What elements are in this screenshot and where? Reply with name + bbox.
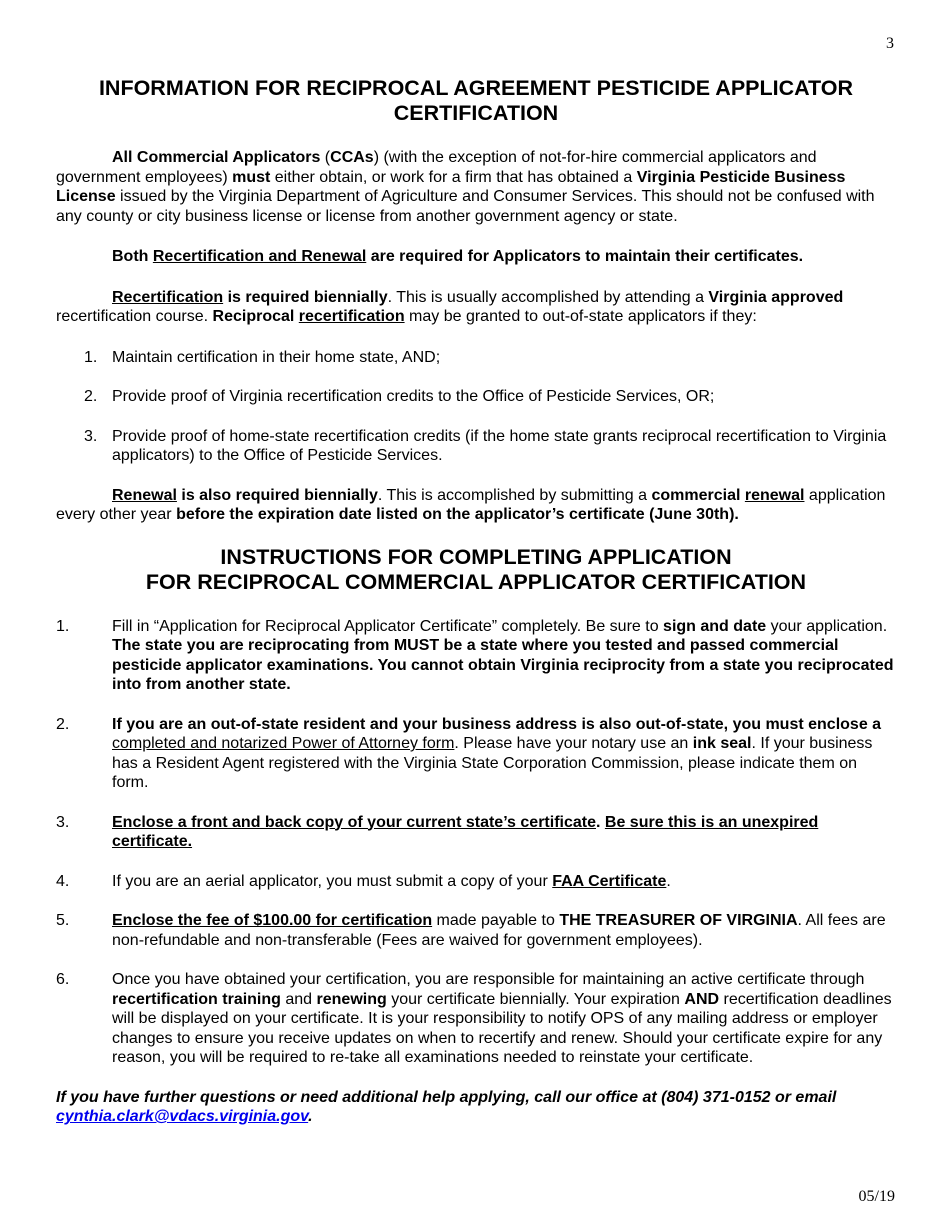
both-required-paragraph: Both Recertification and Renewal are required for Applicators to maintain their certificates. xyxy=(112,248,804,265)
instruction-item-3: 3. Enclose a front and back copy of your current state’s certificate. Be sure this is an unexpired certificate. xyxy=(56,813,819,850)
document-body xyxy=(56,76,896,1127)
instruction-item-6: 6. Once you have obtained your certification, you are responsible for maintaining an active certificate through recertification training and renewing your certificate biennially. Your expiration AND recertification deadlines will be displayed on your certificate. It is your responsibility to notify OPS of any mailing address or employer changes to ensure you receive updates on when to recertify and renew. Should your certificate expire for any reason, you will be required to re-take all examinations needed to reinstate your certificate. xyxy=(56,971,892,1066)
list-item: 2. Provide proof of Virginia recertification credits to the Office of Pesticide Services, OR; xyxy=(84,388,715,405)
page-title: INFORMATION FOR RECIPROCAL AGREEMENT PESTICIDE APPLICATOR CERTIFICATION xyxy=(98,76,854,125)
instruction-item-5: 5. Enclose the fee of $100.00 for certification made payable to THE TREASURER OF VIRGINIA. All fees are non-refundable and non-transferable (Fees are waived for government employees). xyxy=(56,912,886,949)
instruction-item-2: 2. If you are an out-of-state resident and your business address is also out-of-state, you must enclose a completed and notarized Power of Attorney form. Please have your notary use an ink seal. If your business has a Resident Agent registered with the Virginia State Corporation Commission, please indicate them on form. xyxy=(56,715,882,791)
instruction-item-4: 4. If you are an aerial applicator, you must submit a copy of your FAA Certificate. xyxy=(56,872,671,890)
footer-date: 05/19 xyxy=(858,1188,895,1205)
instructions-heading: INSTRUCTIONS FOR COMPLETING APPLICATION FOR RECIPROCAL COMMERCIAL APPLICATOR CERTIFICATION xyxy=(145,544,807,594)
instruction-item-1: 1. Fill in “Application for Reciprocal Applicator Certificate” completely. Be sure to sign and date your application. The state you are reciprocating from MUST be a state where you tested and passed commercial pesticide applicator examinations. You cannot obtain Virginia reciprocity from a state you reciprocated into from another state. xyxy=(56,617,894,693)
page-number: 3 xyxy=(886,35,894,52)
recertification-list xyxy=(56,348,896,466)
instructions-list xyxy=(56,617,896,1068)
intro-paragraph: All Commercial Applicators (CCAs) (with the exception of not-for-hire commercial applicators and government employees) must either obtain, or work for a firm that has obtained a Virginia Pesticide Business License issued by the Virginia Department of Agriculture and Consumer Services. This should not be confused with any county or city business license or license from another government agency or state. xyxy=(56,149,875,225)
closing-note: If you have further questions or need additional help applying, call our office at (804) 371-0152 or email cynthia.clark@vdacs.virginia.gov. xyxy=(56,1088,837,1125)
renewal-paragraph: Renewal is also required biennially. This is accomplished by submitting a commercial renewal application every other year before the expiration date listed on the applicator’s certificate (June 30th). xyxy=(56,486,886,523)
email-link[interactable]: cynthia.clark@vdacs.virginia.gov xyxy=(56,1108,309,1125)
list-item: 3. Provide proof of home-state recertification credits (if the home state grants reciprocal recertification to Virginia applicators) to the Office of Pesticide Services. xyxy=(84,427,887,464)
recertification-paragraph: Recertification is required biennially. This is usually accomplished by attending a Virginia approved recertification course. Reciprocal recertification may be granted to out-of-state applicators if they: xyxy=(56,288,844,325)
list-item: 1. Maintain certification in their home state, AND; xyxy=(84,348,441,366)
